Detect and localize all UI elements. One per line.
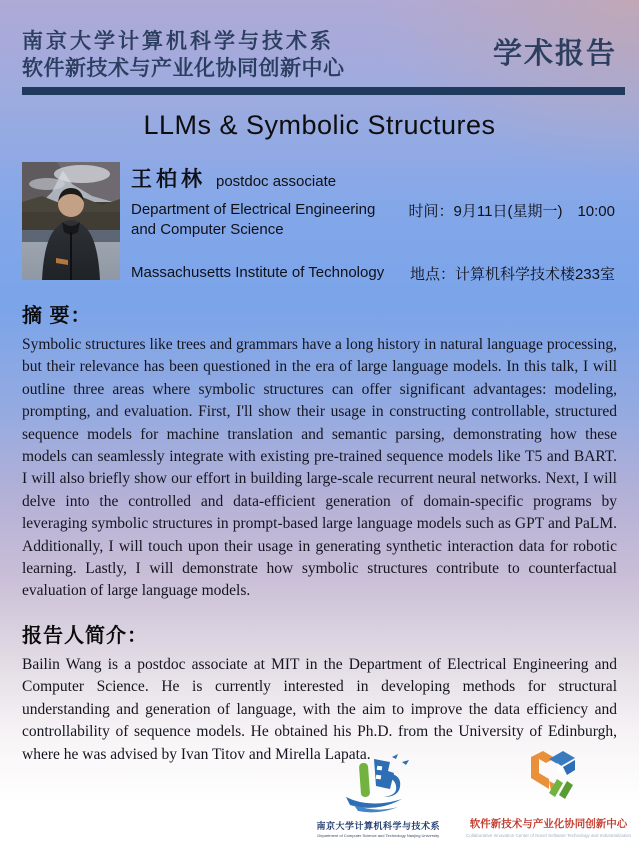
org-line-1: 南京大学计算机科学与技术系 bbox=[22, 30, 334, 53]
header bbox=[0, 0, 639, 82]
talk-time: 时间：9月11日(星期一) 10:00 bbox=[408, 203, 615, 220]
header-divider bbox=[22, 87, 625, 95]
speaker-name-row bbox=[131, 163, 617, 193]
org-location-row bbox=[131, 263, 617, 284]
nju-cs-logo-icon bbox=[330, 753, 426, 815]
innovation-center-logo-block bbox=[466, 749, 631, 838]
talk-title: LLMs & Symbolic Structures bbox=[143, 110, 496, 140]
innovation-center-logo-icon bbox=[513, 749, 583, 811]
speaker-photo bbox=[22, 162, 120, 280]
affiliation-dept bbox=[131, 200, 375, 240]
speaker-name: 王柏林 bbox=[131, 166, 206, 191]
innovation-center-logo-name-en: Collaborative Innovation Center of Novel Software Technology and Industrialization bbox=[465, 833, 631, 838]
affiliation-line-1: Department of Electrical Engineering bbox=[131, 201, 376, 218]
nju-cs-logo-name-cn: 南京大学计算机科学与技术系 bbox=[316, 821, 440, 831]
bio-body: Bailin Wang is a postdoc associate at MIT in the Department of Electrical Engineering and Computer Science. He is currently interested in developing methods for structural understanding and generation of language, with the aim to improve the data efficiency and controllability of sequence models. He obtained his Ph.D. from the University of Edinburgh, where he was advised by Ivan Titov and Mirella Lapata. bbox=[22, 655, 617, 763]
innovation-center-logo-name-cn: 软件新技术与产业化协同创新中心 bbox=[469, 818, 628, 830]
talk-location: 地点：计算机科学技术楼233室 bbox=[409, 266, 615, 283]
nju-cs-logo-name-en: Department of Computer Science and Technology Nanjing University bbox=[317, 833, 440, 838]
org-line-2: 软件新技术与产业化协同创新中心 bbox=[22, 57, 345, 80]
nju-cs-logo-block bbox=[316, 753, 440, 838]
affiliation-line-2: and Computer Science bbox=[131, 221, 284, 238]
speaker-photo-art bbox=[22, 162, 120, 280]
footer-logos bbox=[316, 749, 631, 838]
seminar-badge: 学术报告 bbox=[492, 38, 617, 70]
speaker-info bbox=[131, 162, 617, 284]
abstract-heading: 摘 要： bbox=[22, 305, 92, 327]
bio-heading: 报告人简介： bbox=[22, 624, 148, 647]
speaker-section bbox=[22, 162, 617, 284]
speaker-title: postdoc associate bbox=[216, 173, 337, 190]
organization-names bbox=[22, 28, 345, 82]
abstract-body: Symbolic structures like trees and grammars have a long history in natural language processing, but their relevance has been questioned in the era of large language models. In this talk, I will outline three areas where symbolic structures can offer significant advantages: modeling, prompting, and evaluation. First, I'll show their usage in constructing controllable, structured sequence models for machine translation and semantic parsing, demonstrating how these models can seamlessly integrate with existing pre-trained sequence models like T5 and BART. I will also briefly show our effort in building large-scale recurrent neural networks. Next, I will delve into the controlled and data-efficient generation of domain-specific programs by leveraging symbolic structures in prompt-based large language models such as GPT and PaLM. Additionally, I will touch upon their usage in generating synthetic interaction data for robotic learning. Lastly, I will demonstrate how symbolic structures contribute to counterfactual evaluation of large language models. bbox=[22, 336, 617, 600]
affiliation-org: Massachusetts Institute of Technology bbox=[131, 264, 385, 281]
affiliation-time-row bbox=[131, 200, 617, 240]
